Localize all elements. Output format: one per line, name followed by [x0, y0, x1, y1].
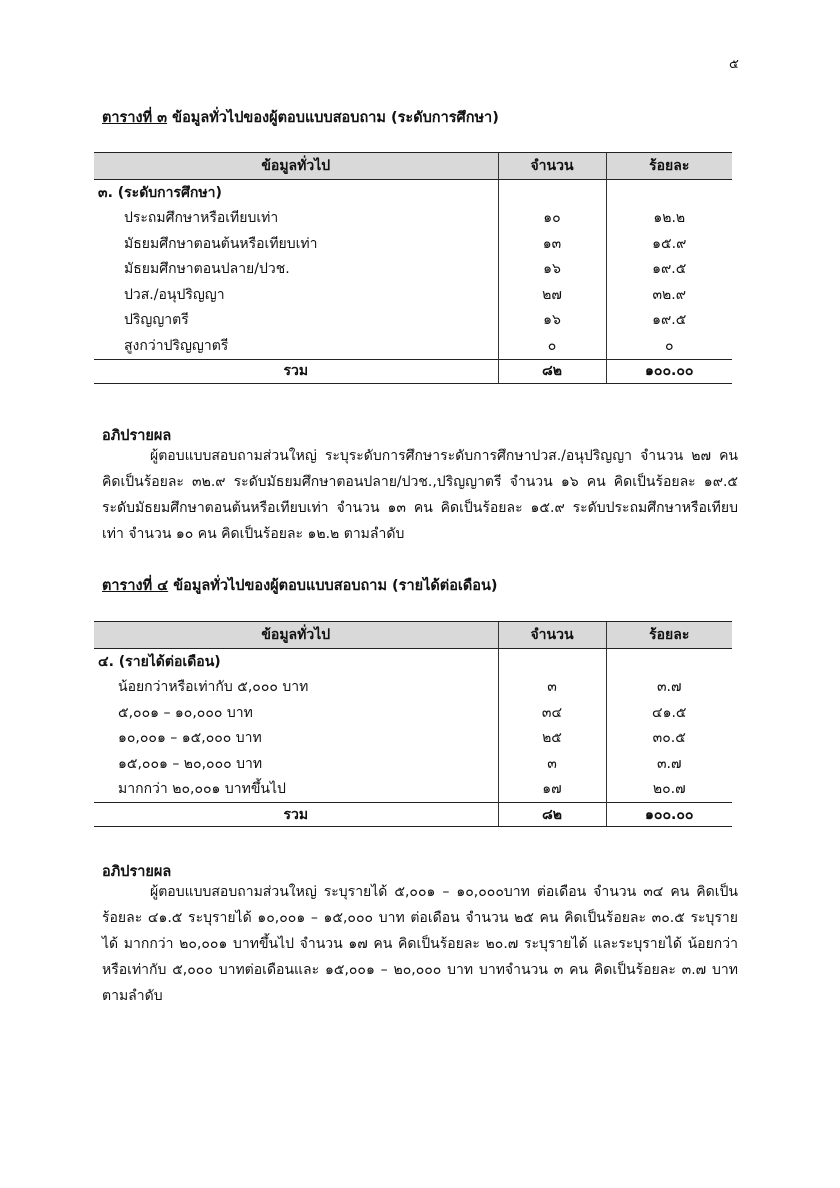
row-percent: ๑๙.๕: [606, 257, 732, 283]
total-count: ๘๒: [498, 359, 606, 383]
table-row: [94, 726, 732, 752]
table-row: [94, 333, 732, 359]
income-table: [94, 621, 732, 827]
table-header-row: [94, 153, 732, 180]
table-row: [94, 308, 732, 334]
table-3-caption: [102, 106, 499, 129]
table-header-row: [94, 622, 732, 649]
table-3-caption-title: ข้อมูลทั่วไปของผู้ตอบแบบสอบถาม (ระดับการศึกษา): [172, 110, 499, 126]
row-count: ๑๗: [498, 777, 606, 803]
row-label: ๑๐,๐๐๑ – ๑๕,๐๐๐ บาท: [118, 730, 262, 747]
row-percent: ๑๙.๕: [606, 308, 732, 334]
discussion-3-paragraph: ผู้ตอบแบบสอบถามส่วนใหญ่ ระบุระดับการศึกษาระดับการศึกษาปวส./อนุปริญญา จำนวน ๒๗ คน คิดเป็นร้อยละ ๓๒.๙ ระดับมัธยมศึกษาตอนปลาย/ปวช.,ปริญญาตรี จำนวน ๑๖ คน คิดเป็นร้อยละ ๑๙.๕ ระดับมัธยมศึกษาตอนต้นหรือเทียบเท่า จำนวน ๑๓ คน คิดเป็นร้อยละ ๑๕.๙ ระดับประถมศึกษาหรือเทียบเท่า จำนวน ๑๐ คน คิดเป็นร้อยละ ๑๒.๒ ตามลำดับ: [102, 448, 738, 542]
total-row: [94, 803, 732, 827]
table-3-caption-label: ตารางที่ ๓: [102, 110, 168, 126]
row-percent: ๔๑.๕: [606, 700, 732, 726]
table-row: [94, 231, 732, 257]
row-percent: ๑๕.๙: [606, 231, 732, 257]
row-count: ๑๖: [498, 257, 606, 283]
row-label: น้อยกว่าหรือเท่ากับ ๕,๐๐๐ บาท: [118, 679, 309, 696]
discussion-3-heading: อภิปรายผล: [102, 428, 172, 444]
category-row: [94, 649, 732, 675]
row-count: ๑๓: [498, 231, 606, 257]
header-count: จำนวน: [498, 622, 606, 649]
row-label: สูงกว่าปริญญาตรี: [124, 337, 229, 354]
table-4-caption: [102, 574, 498, 597]
total-label: รวม: [94, 803, 498, 827]
discussion-4-heading: อภิปรายผล: [102, 864, 172, 880]
table-row: [94, 777, 732, 803]
total-percent: ๑๐๐.๐๐: [606, 359, 732, 383]
category-row: [94, 180, 732, 206]
row-percent: ๒๐.๗: [606, 777, 732, 803]
row-label: มากกว่า ๒๐,๐๐๑ บาทขึ้นไป: [118, 781, 286, 798]
table-row: [94, 282, 732, 308]
row-label: มัธยมศึกษาตอนปลาย/ปวช.: [124, 261, 290, 278]
table-4-caption-title: ข้อมูลทั่วไปของผู้ตอบแบบสอบถาม (รายได้ต่อเดือน): [173, 578, 498, 594]
row-percent: ๓๐.๕: [606, 726, 732, 752]
row-percent: ๓.๗: [606, 675, 732, 701]
education-table: [94, 152, 732, 384]
row-percent: ๑๒.๒: [606, 206, 732, 232]
header-count: จำนวน: [498, 153, 606, 180]
header-percent: ร้อยละ: [606, 153, 732, 180]
row-label: ปริญญาตรี: [124, 312, 189, 329]
category-label: ๓. (ระดับการศึกษา): [98, 184, 222, 201]
table-row: [94, 257, 732, 283]
page-number: ๕: [729, 57, 739, 72]
table-row: [94, 700, 732, 726]
row-percent: ๓.๗: [606, 751, 732, 777]
row-label: ปวส./อนุปริญญา: [124, 286, 225, 303]
table-row: [94, 751, 732, 777]
total-percent: ๑๐๐.๐๐: [606, 803, 732, 827]
total-label: รวม: [94, 359, 498, 383]
row-count: ๓๔: [498, 700, 606, 726]
row-percent: ๓๒.๙: [606, 282, 732, 308]
total-row: [94, 359, 732, 383]
discussion-4-paragraph: ผู้ตอบแบบสอบถามส่วนใหญ่ ระบุรายได้ ๕,๐๐๑ – ๑๐,๐๐๐บาท ต่อเดือน จำนวน ๓๔ คน คิดเป็นร้อยละ ๔๑.๕ ระบุรายได้ ๑๐,๐๐๑ – ๑๕,๐๐๐ บาท ต่อเดือน จำนวน ๒๕ คน คิดเป็นร้อยละ ๓๐.๕ ระบุรายได้ มากกว่า ๒๐,๐๐๑ บาทขึ้นไป จำนวน ๑๗ คน คิดเป็นร้อยละ ๒๐.๗ ระบุรายได้ และระบุรายได้ น้อยกว่าหรือเท่ากับ ๕,๐๐๐ บาทต่อเดือนและ ๑๕,๐๐๑ – ๒๐,๐๐๐ บาท บาทจำนวน ๓ คน คิดเป็นร้อยละ ๓.๗ บาทตามลำดับ: [102, 884, 738, 1004]
row-count: ๒๕: [498, 726, 606, 752]
header-general-info: ข้อมูลทั่วไป: [94, 622, 498, 649]
row-count: ๒๗: [498, 282, 606, 308]
table-row: [94, 675, 732, 701]
row-count: ๑๐: [498, 206, 606, 232]
row-label: ๑๕,๐๐๑ – ๒๐,๐๐๐ บาท: [118, 755, 263, 772]
row-count: ๐: [498, 333, 606, 359]
table-row: [94, 206, 732, 232]
table-4-caption-label: ตารางที่ ๔: [102, 578, 169, 594]
category-label: ๔. (รายได้ต่อเดือน): [98, 653, 221, 670]
header-general-info: ข้อมูลทั่วไป: [94, 153, 498, 180]
total-count: ๘๒: [498, 803, 606, 827]
row-percent: ๐: [606, 333, 732, 359]
row-label: มัธยมศึกษาตอนต้นหรือเทียบเท่า: [124, 235, 318, 252]
row-count: ๓: [498, 751, 606, 777]
row-label: ประถมศึกษาหรือเทียบเท่า: [124, 210, 279, 227]
row-count: ๑๖: [498, 308, 606, 334]
row-label: ๕,๐๐๑ – ๑๐,๐๐๐ บาท: [118, 704, 253, 721]
header-percent: ร้อยละ: [606, 622, 732, 649]
row-count: ๓: [498, 675, 606, 701]
